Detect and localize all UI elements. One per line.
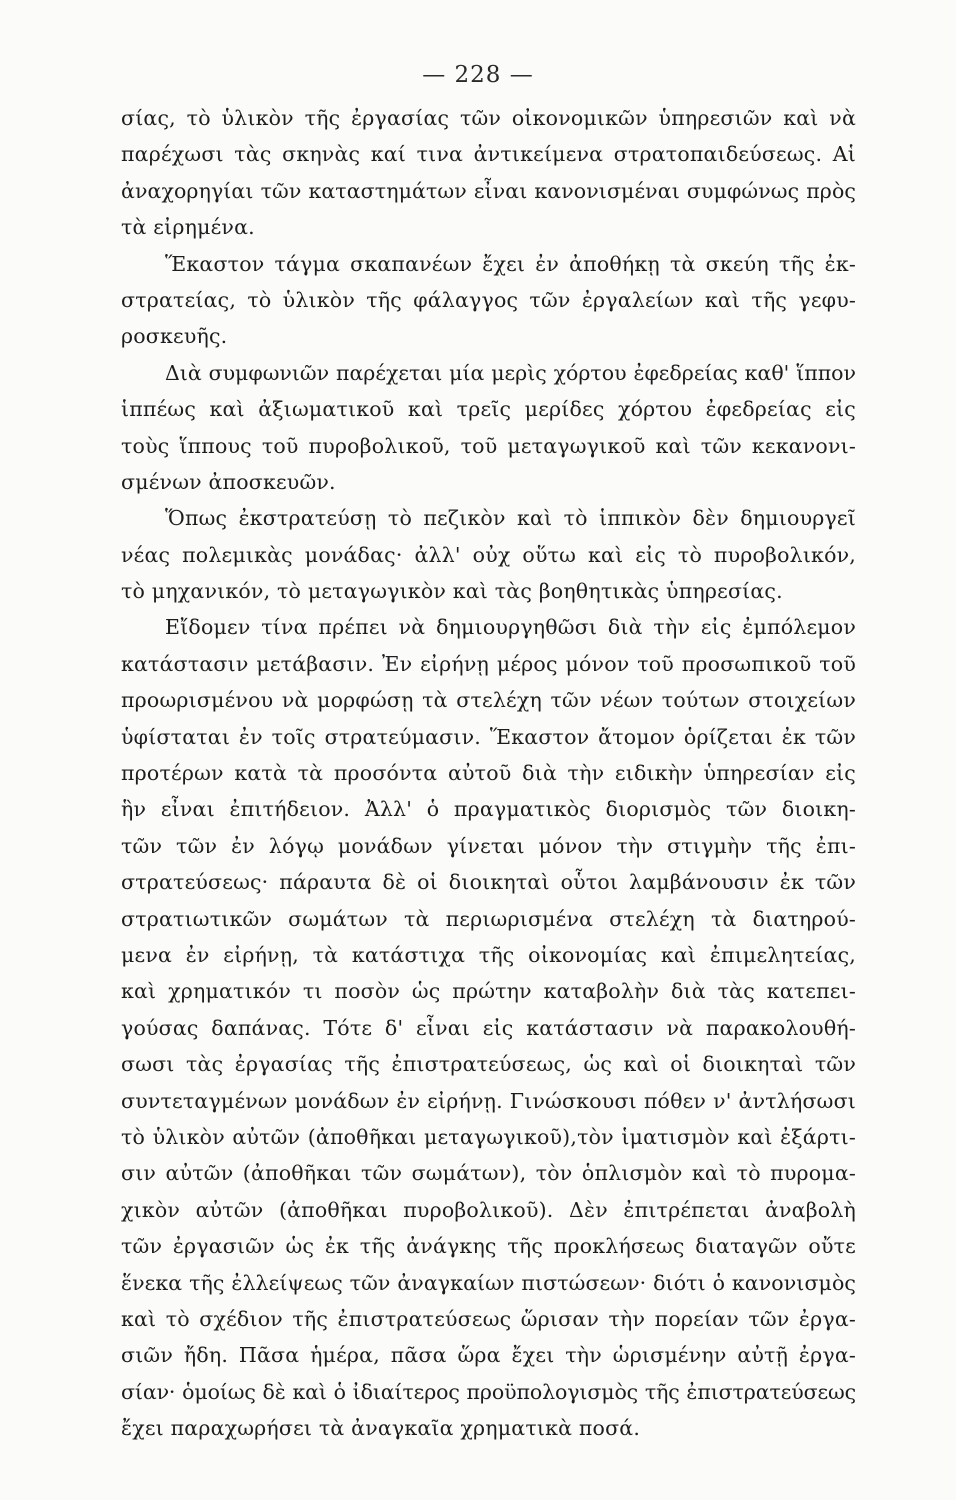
text-line: χικὸν αὐτῶν (ἀποθῆκαι πυροβολικοῦ). Δὲν ἐπιτρέπεται ἀναβολὴ (121, 1197, 856, 1222)
body-text (121, 100, 856, 1446)
text-line: σμένων ἀποσκευῶν. (121, 469, 336, 494)
text-line: προτέρων κατὰ τὰ προσόντα αὐτοῦ διὰ τὴν ειδικὴν ὑπηρεσίαν εἰς (121, 761, 856, 786)
text-line: παρέχωσι τὰς σκηνὰς καί τινα ἀντικείμενα στρατοπαιδεύσεως. Αἱ (121, 142, 856, 167)
text-line: στρατεύσεως· πάραυτα δὲ οἱ διοικηταὶ οὗτοι λαμβάνουσιν ἐκ τῶν (121, 870, 856, 895)
text-line: τῶν τῶν ἐν λόγῳ μονάδων γίνεται μόνον τὴν στιγμὴν τῆς ἐπι- (121, 833, 856, 858)
text-line: ἱππέως καὶ ἀξιωματικοῦ καὶ τρεῖς μερίδες χόρτου ἐφεδρείας εἰς (121, 397, 856, 422)
text-line: τὸ μηχανικόν, τὸ μεταγωγικὸν καὶ τὰς βοηθητικὰς ὑπηρεσίας. (121, 579, 783, 604)
text-line: στρατιωτικῶν σωμάτων τὰ περιωρισμένα στελέχη τὰ διατηρού- (121, 906, 856, 931)
text-line: σιῶν ἤδη. Πᾶσα ἡμέρα, πᾶσα ὥρα ἔχει τὴν ὡρισμένην αὐτῇ ἐργα- (121, 1343, 856, 1368)
text-line: καὶ τὸ σχέδιον τῆς ἐπιστρατεύσεως ὥρισαν τὴν πορείαν τῶν ἐργα- (121, 1306, 856, 1331)
text-line: ἔχει παραχωρήσει τὰ ἀναγκαῖα χρηματικὰ ποσά. (121, 1416, 641, 1441)
text-line: τὸ ὑλικὸν αὐτῶν (ἀποθῆκαι μεταγωγικοῦ),τὸν ἱματισμὸν καὶ ἐξάρτι- (121, 1124, 856, 1149)
text-line: ἀναχορηγίαι τῶν καταστημάτων εἶναι κανονισμέναι συμφώνως πρὸς (121, 178, 856, 203)
text-line: κατάστασιν μετάβασιν. Ἐν εἰρήνῃ μέρος μόνον τοῦ προσωπικοῦ τοῦ (121, 651, 856, 676)
page-number: — 228 — (422, 62, 534, 88)
text-line: Διὰ συμφωνιῶν παρέχεται μία μερὶς χόρτου ἐφεδρείας καθ' ἵππον (165, 360, 856, 385)
text-line: σιν αὐτῶν (ἀποθῆκαι τῶν σωμάτων), τὸν ὁπλισμὸν καὶ τὸ πυρομα- (121, 1161, 856, 1186)
text-line: σωσι τὰς ἐργασίας τῆς ἐπιστρατεύσεως, ὡς καὶ οἱ διοικηταὶ τῶν (121, 1052, 856, 1077)
text-line: μενα ἐν εἰρήνῃ, τὰ κατάστιχα τῆς οἰκονομίας καὶ ἐπιμελητείας, (121, 942, 856, 967)
text-line: ὑφίσταται ἐν τοῖς στρατεύμασιν. Ἕκαστον ἄτομον ὁρίζεται ἐκ τῶν (121, 724, 856, 749)
text-line: νέας πολεμικὰς μονάδας· ἀλλ' οὐχ οὕτω καὶ εἰς τὸ πυροβολικόν, (121, 542, 856, 567)
text-line: Ἕκαστον τάγμα σκαπανέων ἔχει ἐν ἀποθήκῃ τὰ σκεύη τῆς ἐκ- (165, 251, 856, 276)
text-line: Εἴδομεν τίνα πρέπει νὰ δημιουργηθῶσι διὰ τὴν εἰς ἐμπόλεμον (165, 615, 856, 640)
text-line: ροσκευῆς. (121, 324, 228, 349)
text-line: τῶν ἐργασιῶν ὡς ἐκ τῆς ἀνάγκης τῆς προκλήσεως διαταγῶν οὔτε (121, 1234, 856, 1259)
text-line: ἕνεκα τῆς ἐλλείψεως τῶν ἀναγκαίων πιστώσεων· διότι ὁ κανονισμὸς (121, 1270, 856, 1295)
text-line: συντεταγμένων μονάδων ἐν εἰρήνῃ. Γινώσκουσι πόθεν ν' ἀντλήσωσι (121, 1088, 856, 1113)
text-line: σίαν· ὁμοίως δὲ καὶ ὁ ἰδιαίτερος προϋπολογισμὸς τῆς ἐπιστρατεύσεως (121, 1379, 856, 1404)
text-line: τὰ εἰρημένα. (121, 215, 255, 240)
text-line: ἣν εἶναι ἐπιτήδειον. Ἀλλ' ὁ πραγματικὸς διορισμὸς τῶν διοικη- (121, 797, 856, 822)
text-line: προωρισμένου νὰ μορφώσῃ τὰ στελέχη τῶν νέων τούτων στοιχείων (121, 688, 856, 713)
text-line: στρατείας, τὸ ὑλικὸν τῆς φάλαγγος τῶν ἐργαλείων καὶ τῆς γεφυ- (121, 287, 856, 312)
text-line: τοὺς ἵππους τοῦ πυροβολικοῦ, τοῦ μεταγωγικοῦ καὶ τῶν κεκανονι- (121, 433, 856, 458)
text-line: σίας, τὸ ὑλικὸν τῆς ἐργασίας τῶν οἰκονομικῶν ὑπηρεσιῶν καὶ νὰ (121, 106, 856, 130)
text-line: γούσας δαπάνας. Τότε δ' εἶναι εἰς κατάστασιν νὰ παρακολουθή- (121, 1015, 856, 1040)
text-line: Ὅπως ἐκστρατεύσῃ τὸ πεζικὸν καὶ τὸ ἱππικὸν δὲν δημιουργεῖ (165, 506, 856, 531)
text-line: καὶ χρηματικόν τι ποσὸν ὡς πρώτην καταβολὴν διὰ τὰς κατεπει- (121, 979, 856, 1004)
